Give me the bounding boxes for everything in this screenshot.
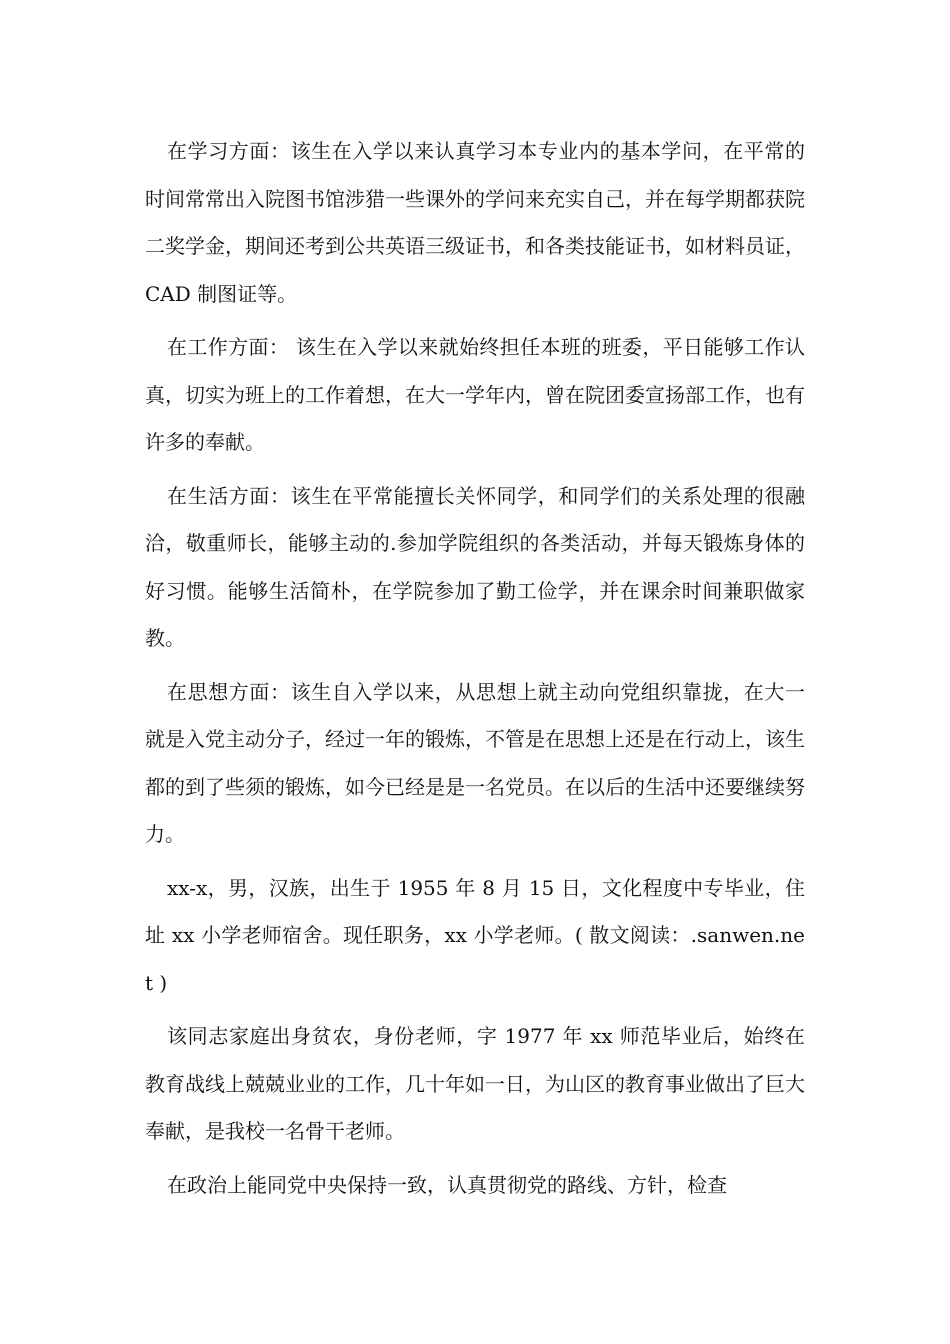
paragraph-politics: 在政治上能同党中央保持一致，认真贯彻党的路线、方针，检查	[167, 1172, 727, 1197]
paragraph-background: 该同志家庭出身贫农，身份老师，字 1977 年 xx 师范毕业后，始终在教育战线上兢兢业业的工作，几十年如一日，为山区的教育事业做出了巨大奉献，是我校一名骨干老师。	[145, 1024, 805, 1143]
paragraph-life: 在生活方面：该生在平常能擅长关怀同学，和同学们的关系处理的很融洽，敬重师长，能够主动的.参加学院组织的各类活动，并每天锻炼身体的好习惯。能够生活简朴，在学院参加了勤工俭学，并在课余时间兼职做家教。	[145, 483, 805, 650]
document-body	[145, 128, 805, 1209]
paragraph-thought: 在思想方面：该生自入学以来，从思想上就主动向党组织靠拢，在大一就是入党主动分子，经过一年的锻炼，不管是在思想上还是在行动上，该生都的到了些须的锻炼，如今已经是是一名党员。在以后的生活中还要继续努力。	[145, 679, 805, 846]
paragraph-study: 在学习方面：该生在入学以来认真学习本专业内的基本学问，在平常的时间常常出入院图书馆涉猎一些课外的学问来充实自己，并在每学期都获院二奖学金，期间还考到公共英语三级证书，和各类技能证书，如材料员证，CAD 制图证等。	[145, 139, 805, 306]
paragraph-profile: xx-x，男，汉族，出生于 1955 年 8 月 15 日，文化程度中专毕业，住址 xx 小学老师宿舍。现任职务，xx 小学老师。( 散文阅读：.sanwen.net )	[145, 875, 805, 995]
paragraph-work: 在工作方面： 该生在入学以来就始终担任本班的班委，平日能够工作认真，切实为班上的工作着想，在大一学年内，曾在院团委宣扬部工作，也有许多的奉献。	[145, 335, 805, 454]
